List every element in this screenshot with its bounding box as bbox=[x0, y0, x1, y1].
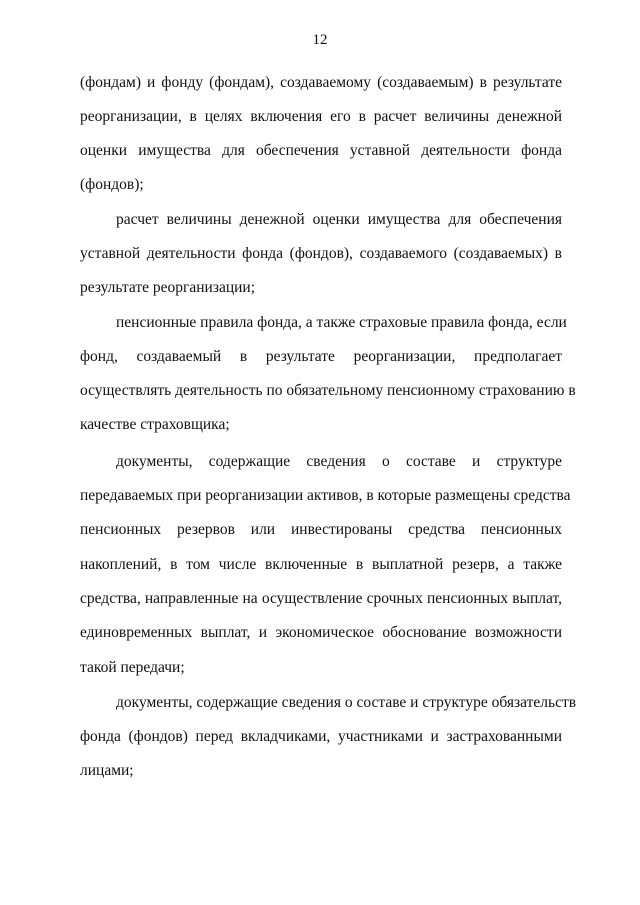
text-line: (фондам) и фонду (фондам), создаваемому (создаваемым) в результате bbox=[80, 74, 562, 91]
text-line: лицами; bbox=[80, 762, 134, 779]
text-line: накоплений, в том числе включенные в выплатной резерв, а также bbox=[80, 556, 562, 573]
text-line: пенсионные правила фонда, а также страховые правила фонда, если bbox=[116, 314, 567, 331]
text-line: расчет величины денежной оценки имущества для обеспечения bbox=[116, 211, 562, 228]
text-line: документы, содержащие сведения о составе и структуре bbox=[116, 453, 562, 470]
text-line: такой передачи; bbox=[80, 659, 185, 676]
text-line: оценки имущества для обеспечения уставной деятельности фонда bbox=[80, 142, 562, 159]
text-line: осуществлять деятельность по обязательному пенсионному страхованию в bbox=[80, 382, 576, 399]
text-line: (фондов); bbox=[80, 176, 144, 193]
text-line: реорганизации, в целях включения его в расчет величины денежной bbox=[80, 108, 562, 125]
text-line: средства, направленные на осуществление срочных пенсионных выплат, bbox=[80, 590, 562, 607]
text-line: единовременных выплат, и экономическое обоснование возможности bbox=[80, 624, 562, 641]
text-line: результате реорганизации; bbox=[80, 279, 256, 296]
text-line: уставной деятельности фонда (фондов), создаваемого (создаваемых) в bbox=[80, 245, 562, 262]
text-line: документы, содержащие сведения о составе и структуре обязательств bbox=[116, 694, 577, 711]
text-line: пенсионных резервов или инвестированы средства пенсионных bbox=[80, 521, 562, 538]
text-line: передаваемых при реорганизации активов, в которые размещены средства bbox=[80, 487, 571, 504]
page-number: 12 bbox=[312, 32, 328, 48]
text-line: фонд, создаваемый в результате реорганизации, предполагает bbox=[80, 348, 562, 365]
text-line: фонда (фондов) перед вкладчиками, участниками и застрахованными bbox=[80, 728, 562, 745]
text-line: качестве страховщика; bbox=[80, 416, 230, 433]
